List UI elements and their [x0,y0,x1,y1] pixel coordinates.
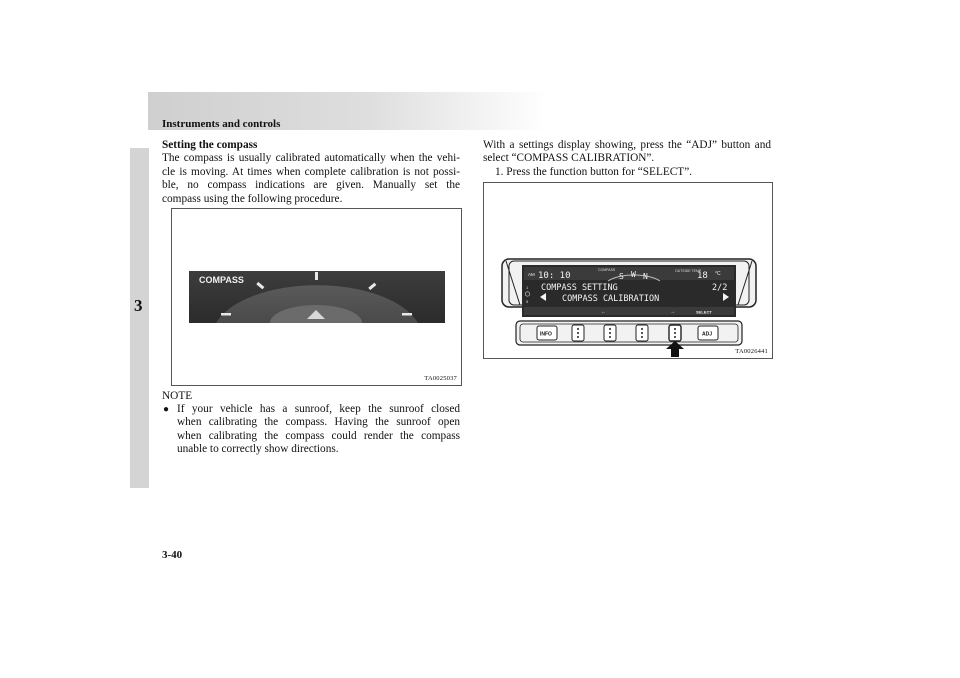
paragraph-line: compass using the following procedure. [162,192,343,205]
compass-label: COMPASS [199,275,244,285]
right-column [483,139,771,179]
multi-display-illustration [484,183,772,358]
tick-mark [402,313,412,316]
adj-button[interactable] [698,326,718,340]
lcd-dir-n: N [643,272,648,281]
compass-figure [171,208,462,386]
bullet-icon: ● [163,404,170,415]
lcd-outside-temp-label: OUTSIDE TEMP [675,269,702,273]
paragraph-line: select “COMPASS CALIBRATION”. [483,152,655,165]
tick-mark [315,272,318,280]
lcd-am: AM [528,272,535,277]
paragraph-line: With a settings display showing, press the “ADJ” button and [483,139,771,151]
step-1: 1. Press the function button for “SELECT”. [495,165,693,178]
paragraph-line: ble, no compass indications are given. Manually set the [162,179,460,192]
chapter-tab [130,148,149,488]
lcd-temp: 18 [697,271,708,281]
lcd-side-indicator: 1 [526,285,529,290]
lcd-dir-s: S [619,272,624,281]
compass-display-illustration [172,209,461,385]
function-button-3[interactable] [636,325,648,341]
info-button[interactable] [537,326,557,340]
paragraph-line: The compass is usually calibrated automatically when the vehi- [162,152,460,165]
function-button-select[interactable] [669,325,681,341]
multi-display-figure [483,182,773,359]
note-text [177,403,460,457]
section-heading: Setting the compass [162,139,258,151]
paragraph-line: cle is moving. At times when complete calibration is not possi- [162,165,460,178]
lcd-dir-w: W [631,270,636,279]
figure-code: TA0026441 [735,348,768,355]
page-number: 3-40 [162,549,183,561]
left-column [162,139,460,206]
note-line: when calibrating the compass. Having the sunroof open [177,416,460,429]
adj-button-label: ADJ [702,331,713,338]
note-line: unable to correctly show directions. [177,443,339,456]
tick-mark [221,313,231,316]
lcd-softkey-arrow: → [670,309,675,315]
lcd-line1: COMPASS SETTING [541,283,618,293]
lcd-temp-unit: °C [715,271,721,277]
note-label: NOTE [162,390,193,402]
function-button-1[interactable] [572,325,584,341]
intro-paragraph [162,152,460,206]
note-line: when calibrating the compass could render the compass [177,429,460,442]
function-button-2[interactable] [604,325,616,341]
lcd-line2: COMPASS CALIBRATION [562,294,660,304]
lcd-select: SELECT [696,309,712,315]
lcd-clock: 10: 10 [538,271,571,281]
lcd-side-indicator: 5 [526,299,529,304]
note-line: If your vehicle has a sunroof, keep the sunroof closed [177,403,460,415]
lcd-softkey-arrow: ← [601,309,606,315]
lcd-page: 2/2 [712,283,728,293]
figure-code: TA0025037 [424,375,457,382]
section-title: Instruments and controls [162,118,281,130]
lcd-compass-label: COMPASS [598,268,616,272]
note-item [163,403,460,457]
info-button-label: INFO [540,331,552,338]
chapter-number: 3 [134,296,143,315]
